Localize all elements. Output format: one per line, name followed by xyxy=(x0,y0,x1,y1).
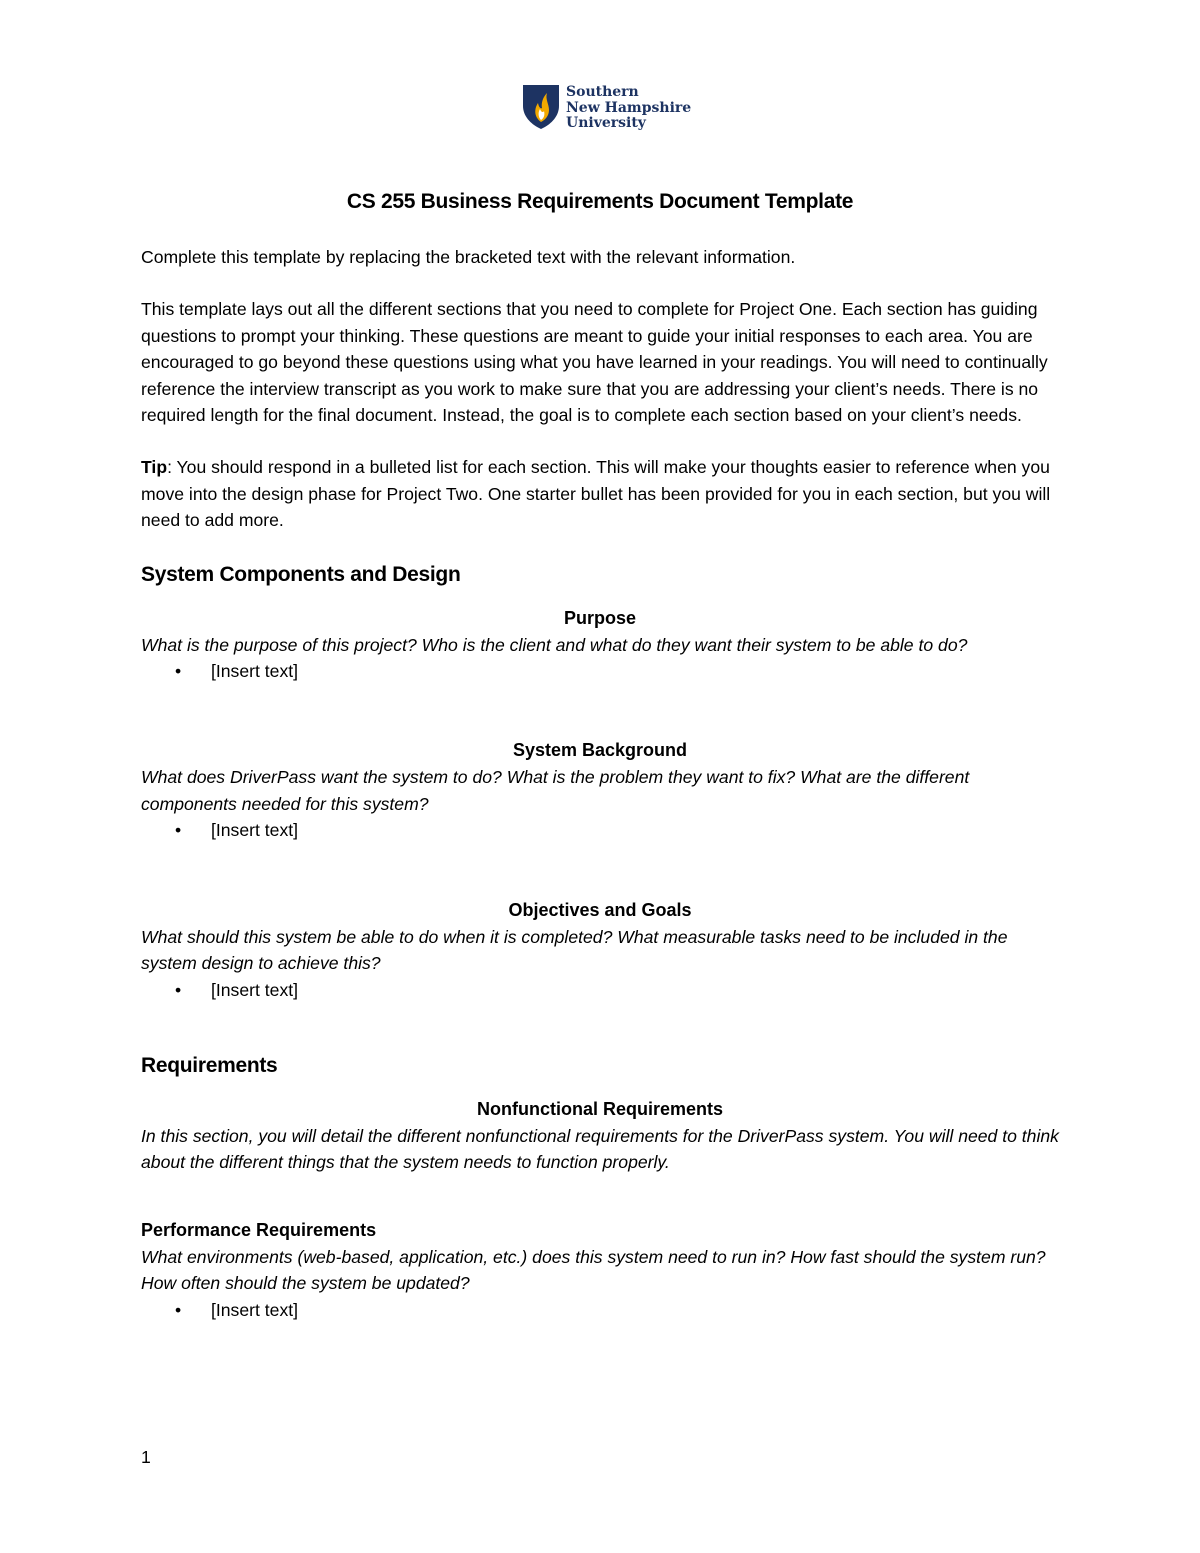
performance-heading: Performance Requirements xyxy=(141,1219,377,1240)
system-background-heading: System Background xyxy=(512,740,688,761)
logo-wordmark xyxy=(566,85,691,132)
tip-paragraph xyxy=(141,454,1059,533)
bullet-icon: • xyxy=(175,1299,182,1320)
objectives-heading: Objectives and Goals xyxy=(508,899,692,920)
system-background-prompt: What does DriverPass want the system to do? What is the problem they want to fix? What are the different components needed for this system? xyxy=(141,767,970,814)
list-item[interactable] xyxy=(175,1297,1059,1323)
instructions-paragraph: This template lays out all the different sections that you need to complete for Project One. Each section has guiding questions to prompt your thinking. These questions are meant to guide your initial responses to each area. You are encouraged to go beyond these questions using what you have learned in your readings. You will need to continually reference the interview transcript as you work to make sure that you are addressing your client’s needs. There is no required length for the final document. Instead, the goal is to complete each section based on your client’s needs. xyxy=(141,299,1048,426)
bullet-icon: • xyxy=(175,820,182,841)
performance-list xyxy=(141,1297,1059,1323)
section-heading-requirements: Requirements xyxy=(141,1053,278,1077)
objectives-list xyxy=(141,977,1059,1003)
logo-line-3: University xyxy=(566,115,646,131)
bullet-icon: • xyxy=(175,979,182,1000)
system-background-list xyxy=(141,817,1059,843)
purpose-prompt: What is the purpose of this project? Who is the client and what do they want their system to be able to do? xyxy=(141,634,968,655)
document-title: CS 255 Business Requirements Document Template xyxy=(346,190,854,213)
purpose-heading: Purpose xyxy=(563,607,637,628)
tip-text: : You should respond in a bulleted list for each section. This will make your thoughts easier to reference when you move into the design phase for Project Two. One starter bullet has been provided for you in each section, but you will need to add more. xyxy=(141,457,1051,531)
page-number: 1 xyxy=(141,1447,151,1467)
list-item[interactable] xyxy=(175,817,1059,843)
spacer xyxy=(141,1176,1059,1216)
spacer xyxy=(141,844,1059,896)
logo-line-2: New Hampshire xyxy=(566,99,692,116)
spacer xyxy=(141,684,1059,736)
performance-prompt: What environments (web-based, application, etc.) does this system need to run in? How fast should the system run? How often should the system be updated? xyxy=(141,1246,1046,1294)
purpose-list xyxy=(141,658,1059,684)
intro-paragraph: Complete this template by replacing the bracketed text with the relevant information. xyxy=(141,247,796,267)
logo-line-1: Southern xyxy=(566,84,639,100)
objectives-insert-text[interactable]: [Insert text] xyxy=(211,979,299,1000)
tip-label: Tip xyxy=(141,457,168,478)
document-body xyxy=(141,186,1059,1323)
bullet-icon: • xyxy=(175,661,182,682)
objectives-prompt: What should this system be able to do when it is completed? What measurable tasks need to be included in the system design to achieve this? xyxy=(141,926,1008,974)
section-heading-system-components: System Components and Design xyxy=(141,562,461,586)
performance-insert-text[interactable]: [Insert text] xyxy=(211,1299,299,1320)
shield-flame-icon xyxy=(522,84,560,130)
list-item[interactable] xyxy=(175,977,1059,1003)
system-background-insert-text[interactable]: [Insert text] xyxy=(211,820,299,841)
nonfunctional-prompt: In this section, you will detail the different nonfunctional requirements for the DriverPass system. You will need to think about the different things that the system needs to function properly. xyxy=(141,1125,1059,1173)
university-logo xyxy=(522,84,691,132)
nonfunctional-heading: Nonfunctional Requirements xyxy=(476,1098,723,1119)
list-item[interactable] xyxy=(175,658,1059,684)
purpose-insert-text[interactable]: [Insert text] xyxy=(211,661,299,682)
